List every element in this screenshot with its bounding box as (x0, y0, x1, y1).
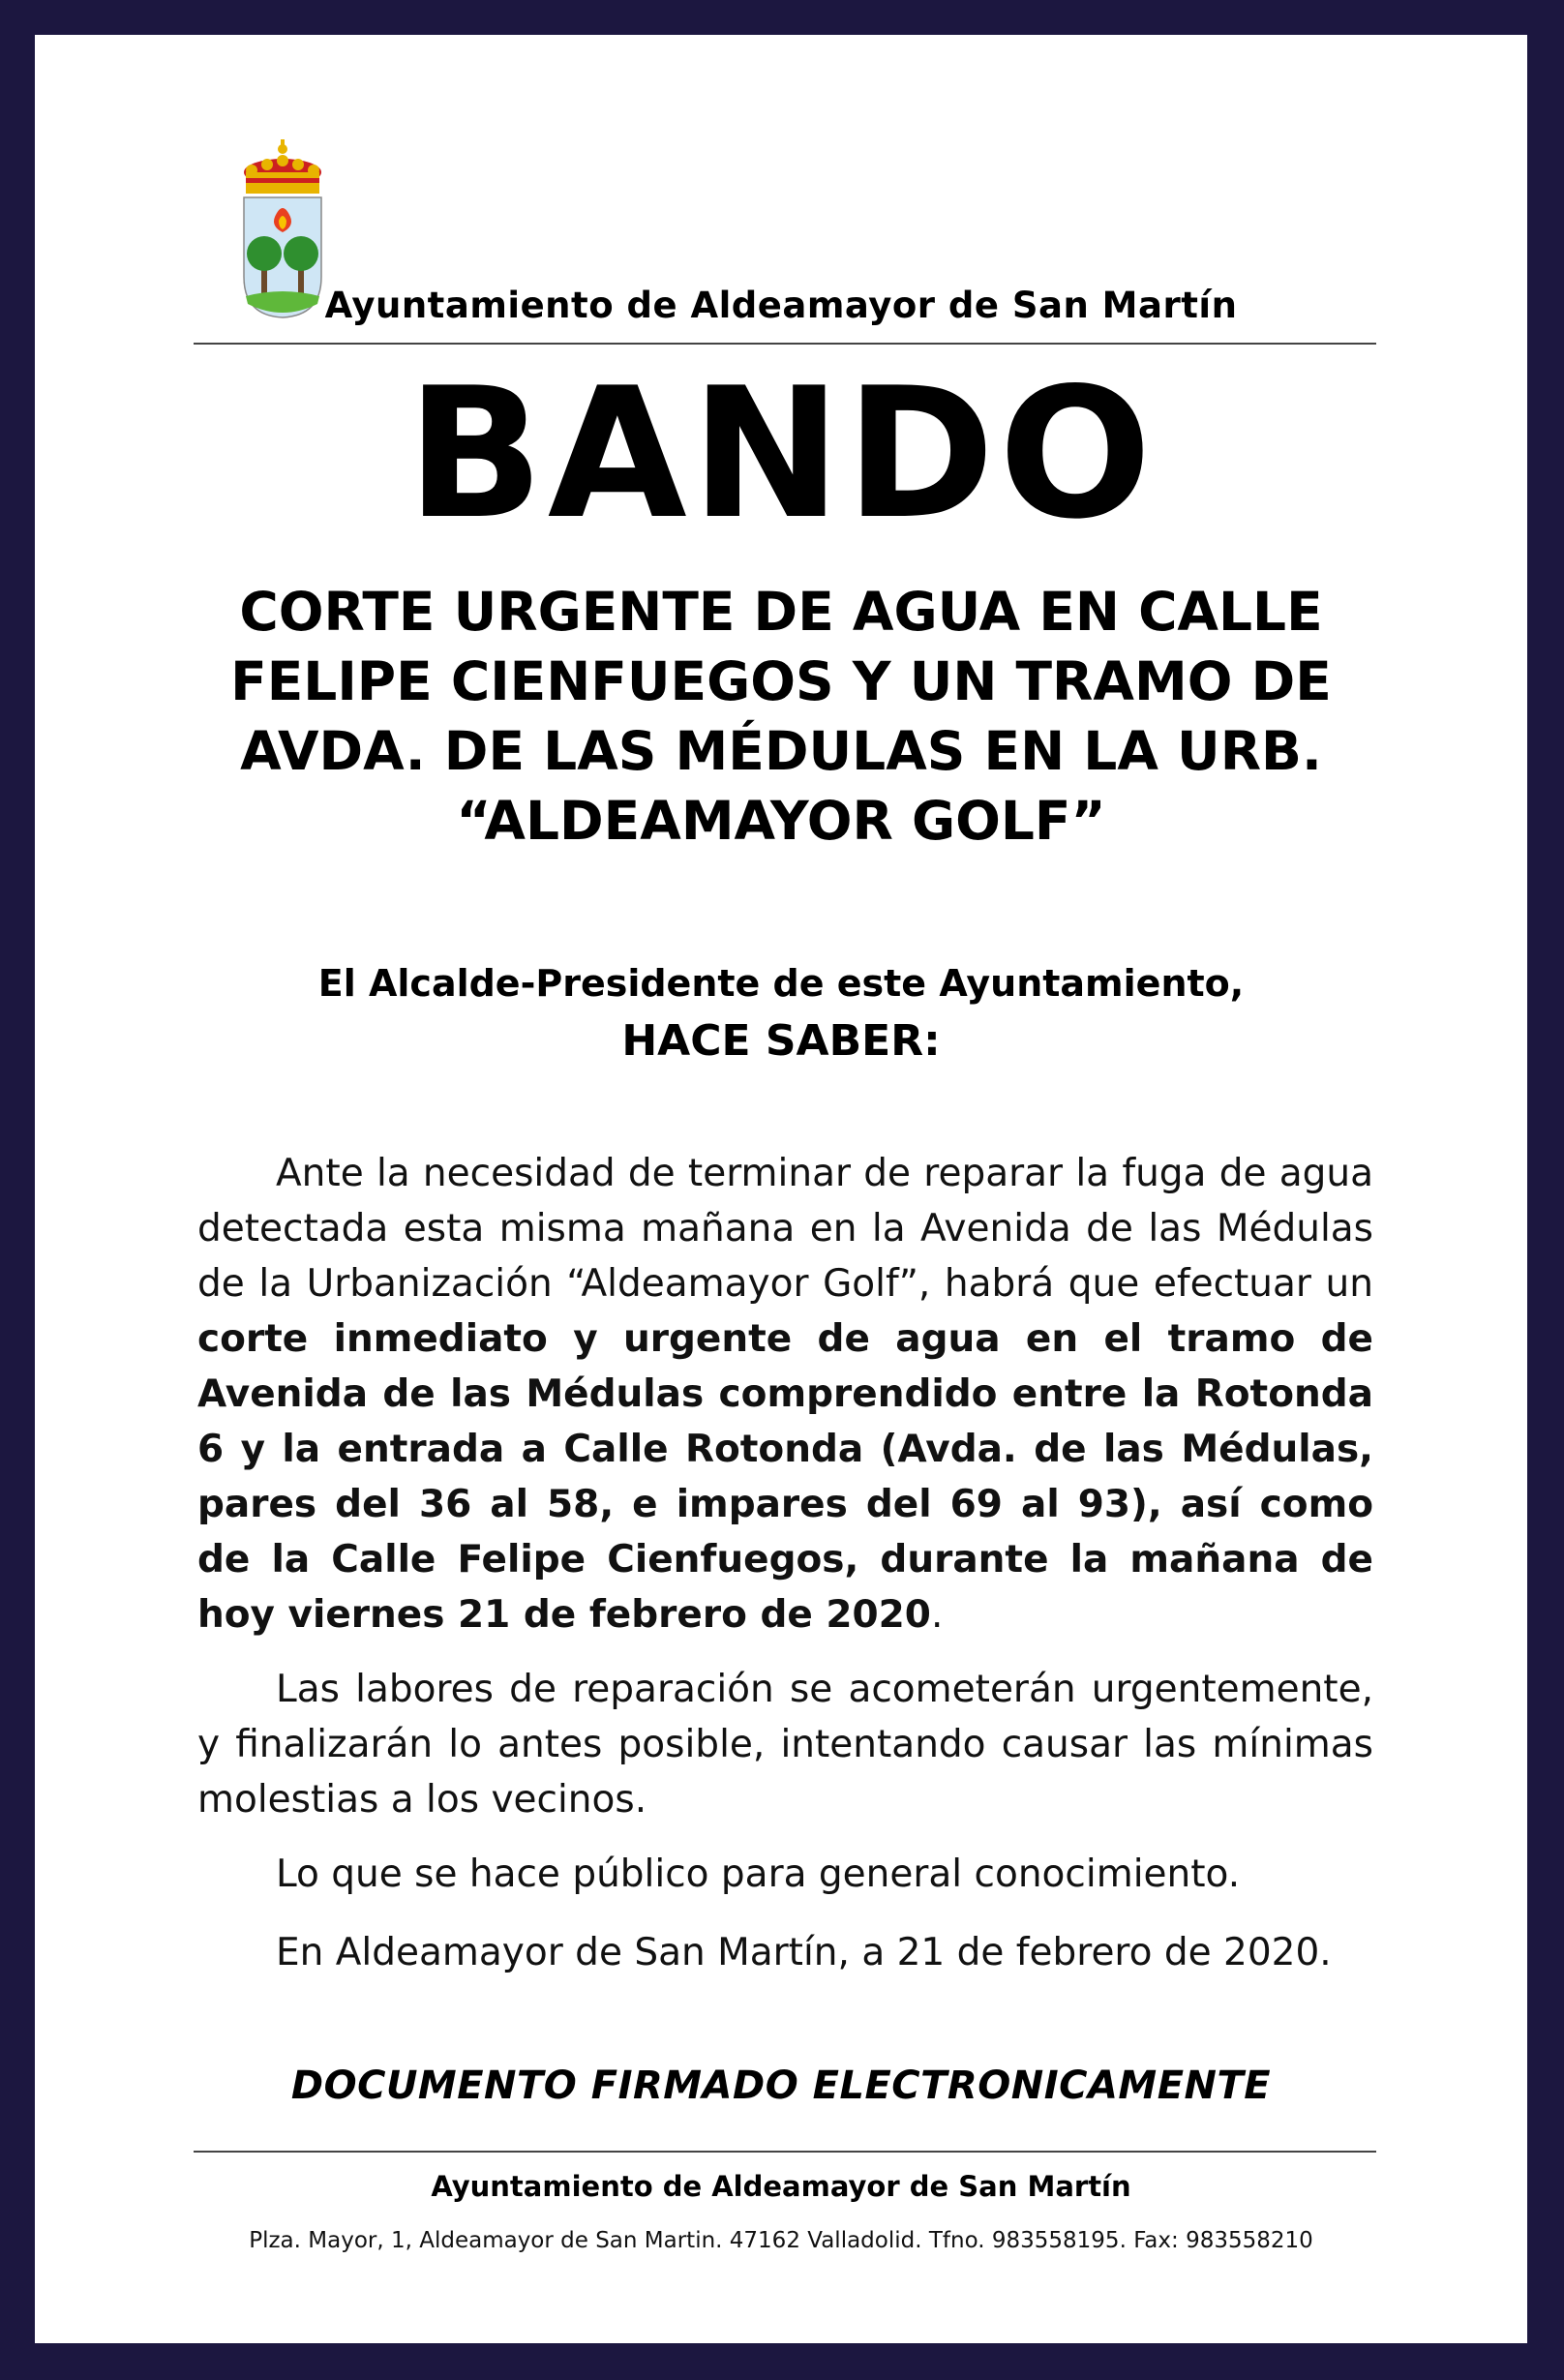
header-organization: Ayuntamiento de Aldeamayor de San Martín (324, 285, 1238, 326)
footer-address: Plza. Mayor, 1, Aldeamayor de San Martin. 47162 Valladolid. Tfno. 983558195. Fax: 983558210 (249, 2228, 1313, 2253)
footer-organization: Ayuntamiento de Aldeamayor de San Martín (431, 2170, 1131, 2203)
paragraph-1 (197, 1146, 1373, 1642)
document-title: BANDO (406, 348, 1156, 558)
header-divider (194, 343, 1376, 345)
bando-document (35, 35, 1527, 2343)
mayor-announcement (35, 954, 1527, 1070)
headline-line: FELIPE CIENFUEGOS Y UN TRAMO DE (230, 650, 1332, 712)
paragraph-1-intro: Ante la necesidad de terminar de reparar la fuga de agua detectada esta misma mañana en la Avenida de las Médulas de la Urbanización “Aldeamayor Golf”, habrá que efectuar un (197, 1152, 1373, 1306)
paragraph-4: En Aldeamayor de San Martín, a 21 de febrero de 2020. (276, 1931, 1332, 1974)
headline-line: CORTE URGENTE DE AGUA EN CALLE (239, 581, 1323, 643)
paragraph-2: Las labores de reparación se acometerán urgentemente, y finalizarán lo antes posible, intentando causar las mínimas molestias a los vecinos. (197, 1668, 1373, 1822)
signed-notice: DOCUMENTO FIRMADO ELECTRONICAMENTE (290, 2064, 1272, 2108)
headline (180, 577, 1382, 856)
paragraph-3: Lo que se hace público para general conocimiento. (276, 1853, 1241, 1896)
paragraph-1-bold: corte inmediato y urgente de agua en el tramo de Avenida de las Médulas comprendido entre la Rotonda 6 y la entrada a Calle Rotonda (Avda. de las Médulas, pares del 36 al 58, e impares del 69 al 93), así como de la Calle Felipe Cienfuegos, durante la mañana de hoy viernes 21 de febrero de 2020 (197, 1317, 1373, 1637)
hace-saber: HACE SABER: (621, 1016, 941, 1066)
document-body (197, 1146, 1373, 1980)
headline-line: “ALDEAMAYOR GOLF” (456, 790, 1106, 852)
footer-divider (194, 2151, 1376, 2153)
paragraph-1-end: . (930, 1593, 944, 1637)
mayor-line: El Alcalde-Presidente de este Ayuntamiento, (317, 962, 1245, 1005)
headline-line: AVDA. DE LAS MÉDULAS EN LA URB. (240, 720, 1322, 782)
